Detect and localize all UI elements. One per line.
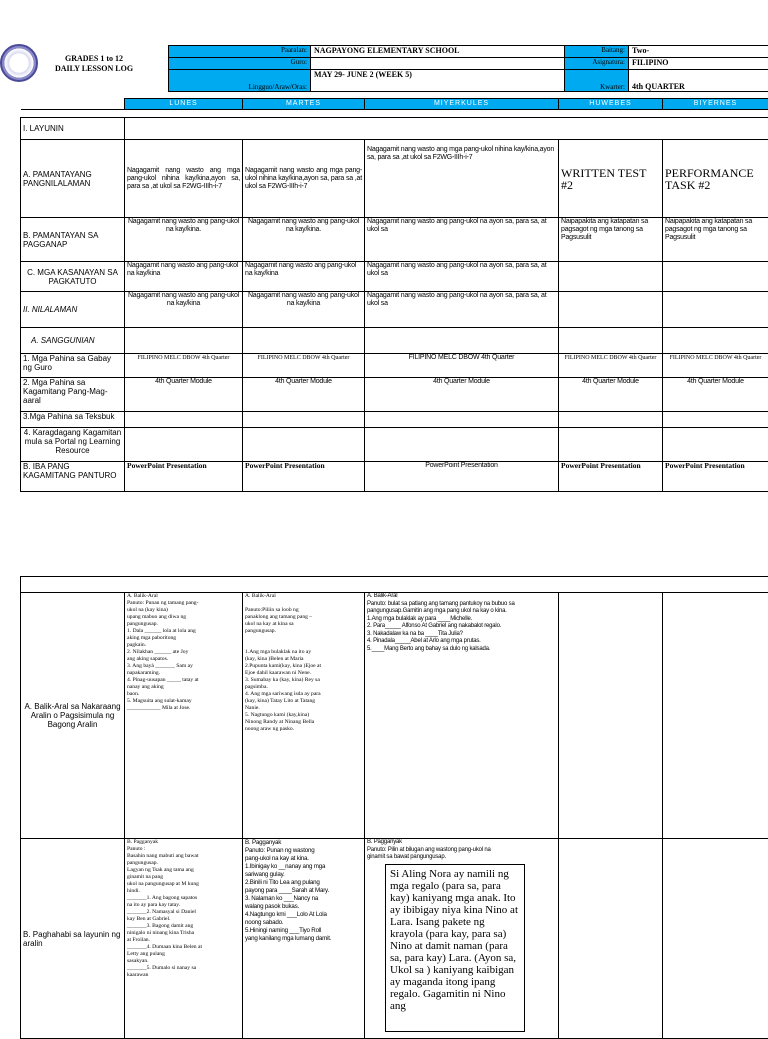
text-line: A. Balik-Aral bbox=[245, 593, 362, 600]
text-line: pagkain. bbox=[127, 642, 240, 649]
text-line: B. Pagganyak bbox=[127, 839, 240, 846]
text-line: ukol na kay at kina sa bbox=[245, 621, 362, 628]
pp-lunes: Nagagamit nang wasto ang mga pang-ukol nihina kay/kina,ayon sa, para sa ,at ukol sa F2WG-IIIh-i-7 bbox=[125, 140, 243, 218]
karagdagang-label: 4. Karagdagang Kagamitan mula sa Portal ng Learning Resource bbox=[21, 428, 125, 462]
lesson-objectives-table bbox=[20, 98, 768, 492]
procedures-header-row bbox=[21, 577, 768, 593]
gabay-label: 1. Mga Pahina sa Gabay ng Guro bbox=[21, 354, 125, 378]
text-line: (kay, kina )Belen at Maria bbox=[245, 656, 362, 663]
header-info-table bbox=[168, 45, 768, 92]
text-line: hindi. bbox=[127, 888, 240, 895]
title-line-2: DAILY LESSON LOG bbox=[20, 64, 168, 74]
pg-lunes: Nagagamit nang wasto ang pang-ukol na kay/kina. bbox=[125, 218, 243, 262]
ph-lunes bbox=[125, 839, 243, 1039]
text-line: _______3. Bagong damit ang bbox=[127, 923, 240, 930]
text-line: 3. Nalaman ko ___Nancy na bbox=[245, 895, 362, 903]
text-line: yang kanilang mga lumang damit. bbox=[245, 935, 362, 943]
text-line: ginamit na pang bbox=[127, 874, 240, 881]
text-line: 5. Magsuita ang sulat-kamay bbox=[127, 698, 240, 705]
pp-huwebes: WRITTEN TEST #2 bbox=[559, 140, 663, 218]
text-line: upang mabuo ang diwa ng bbox=[127, 614, 240, 621]
kr-miyerkules bbox=[365, 428, 559, 462]
ba-biyernes bbox=[663, 593, 768, 839]
text-line: Panuto: Pilin at bilugan ang wastong pang-ukol na bbox=[367, 847, 556, 855]
kagamitang-label: 2. Mga Pahina sa Kagamitang Pang-Mag-aaral bbox=[21, 378, 125, 412]
text-line: A. Balik-Aral bbox=[127, 593, 240, 600]
kr-martes bbox=[243, 428, 365, 462]
kwarter-key: Kwarter: bbox=[565, 70, 629, 92]
t-miyerkules bbox=[365, 412, 559, 428]
day-header-miyerkules: MIYERKULES bbox=[365, 99, 559, 110]
text-line: 4.Nagtungo kmi ___Lolo At Lola bbox=[245, 911, 362, 919]
kag-martes: 4th Quarter Module bbox=[243, 378, 365, 412]
text-line: 1.Ang mga bulaklak na ito ay bbox=[245, 649, 362, 656]
k-biyernes bbox=[663, 262, 768, 292]
text-line: pagsimba. bbox=[245, 684, 362, 691]
text-line: Panuto: bulat sa patlang ang tamang pantukoy na bubuo sa bbox=[367, 601, 556, 609]
pg-martes: Nagagamit nang wasto ang pang-ukol na kay/kina. bbox=[243, 218, 365, 262]
text-line: 1.Ibinigay ko __nanay ang mga bbox=[245, 863, 362, 871]
kr-biyernes bbox=[663, 428, 768, 462]
pamantayang-pangnilalaman-label: A. PAMANTAYANG PANGNILALAMAN bbox=[21, 140, 125, 218]
kag-biyernes: 4th Quarter Module bbox=[663, 378, 768, 412]
k-miyerkules: Nagagamit nang wasto ang pang-ukol na ayon sa, para sa, at ukol sa bbox=[365, 262, 559, 292]
s-martes bbox=[243, 328, 365, 354]
text-line: Panuto: Punan ng tamang pang- bbox=[127, 600, 240, 607]
text-line: nanay ang aking bbox=[127, 684, 240, 691]
text-line: Ninong Randy at Ninang Bella bbox=[245, 719, 362, 726]
ph-biyernes bbox=[663, 839, 768, 1039]
baitang-value: Two- bbox=[629, 46, 768, 58]
text-line: ____________ Mila at Jose. bbox=[127, 705, 240, 712]
n-biyernes bbox=[663, 292, 768, 328]
ph-miyerkules-instructions bbox=[367, 839, 556, 862]
text-line: B. Pagganyak bbox=[367, 839, 556, 847]
asignatura-value: FILIPINO bbox=[629, 58, 768, 70]
text-line: _______2. Namasyal si Daniel bbox=[127, 909, 240, 916]
text-line: 1. Dala ______ lola at lola ang bbox=[127, 628, 240, 635]
text-line: 5.____Mang Berto ang bahay sa dulo ng kalsada. bbox=[367, 646, 556, 654]
text-line: noong sabado. bbox=[245, 919, 362, 927]
text-line: _______5. Dumalo si nanay sa bbox=[127, 965, 240, 972]
s-lunes bbox=[125, 328, 243, 354]
pamantayan-pagganap-label: B. PAMANTAYAN SA PAGGANAP bbox=[21, 218, 125, 262]
balik-aral-label: A. Balik-Aral sa Nakaraang Aralin o Pagsisimula ng Bagong Aralin bbox=[21, 593, 125, 839]
day-header-huwebes: HUWEBES bbox=[559, 99, 663, 110]
kag-lunes: 4th Quarter Module bbox=[125, 378, 243, 412]
ba-martes bbox=[243, 593, 365, 839]
text-line bbox=[245, 642, 362, 649]
teksbuk-label: 3.Mga Pahina sa Teksbuk bbox=[21, 412, 125, 428]
t-lunes bbox=[125, 412, 243, 428]
t-huwebes bbox=[559, 412, 663, 428]
text-line: sasakyan. bbox=[127, 958, 240, 965]
text-line: napakaraming. bbox=[127, 670, 240, 677]
kasanayan-label: C. MGA KASANAYAN SA PAGKATUTO bbox=[21, 262, 125, 292]
text-line: 5.Hiningi naming ___Tiyo Roll bbox=[245, 927, 362, 935]
kr-lunes bbox=[125, 428, 243, 462]
text-line: baon. bbox=[127, 691, 240, 698]
ph-huwebes bbox=[559, 839, 663, 1039]
s-biyernes bbox=[663, 328, 768, 354]
k-martes: Nagagamit nang wasto ang pang-ukol na kay/kina bbox=[243, 262, 365, 292]
pp-miyerkules: Nagagamit nang wasto ang mga pang-ukol nihina kay/kina,ayon sa, para sa ,at ukol sa F2WG-IIIh-i-7 bbox=[365, 140, 559, 218]
sanggunian-label: A. SANGGUNIAN bbox=[21, 328, 125, 354]
text-line: B. Pagganyak bbox=[245, 839, 362, 847]
kwarter-value: 4th QUARTER bbox=[629, 70, 768, 92]
text-line bbox=[245, 600, 362, 607]
ppt-miyerkules: PowerPoint Presentation bbox=[365, 462, 559, 492]
text-line: 4. Pinag-uusapan _____ tatay at bbox=[127, 677, 240, 684]
text-line: 2.Binili ni Tito Lea ang pulang bbox=[245, 879, 362, 887]
text-line: ukol na pangungusap at M kung bbox=[127, 881, 240, 888]
ba-miyerkules bbox=[365, 593, 559, 839]
text-line: _______1. Ang bagong sapatos bbox=[127, 895, 240, 902]
story-box: Si Aling Nora ay namili ng mga regalo (para sa, para kay) kaniyang mga anak. Ito ay ibibigay niya kina Nino at Lara. Isang pakete ng krayola (para kay, para sa) Nino at damit naman (para sa, para kay) Lara. (Ayon sa, Ukol sa ) kaniyang kaibigan ay maganda itong ipang regalo. Gagamitin ni Nino ang bbox=[385, 864, 525, 1032]
day-header-martes: MARTES bbox=[243, 99, 365, 110]
text-line: panaklong ang tamang pang – bbox=[245, 614, 362, 621]
gabay-huwebes: FILIPINO MELC DBOW 4th Quarter bbox=[559, 354, 663, 378]
text-line: pangungusap.Gamitin ang mga pang ukol na kay o kina. bbox=[367, 608, 556, 616]
text-line bbox=[245, 635, 362, 642]
pg-biyernes: Naipapakita ang katapatan sa pagsagot ng mga tanong sa Pagsusulit bbox=[663, 218, 768, 262]
paghahabi-label: B. Paghahabi sa layunin ng aralin bbox=[21, 839, 125, 1039]
text-line: _______4. Dumaan kina Belen at bbox=[127, 944, 240, 951]
day-header-biyernes: BIYERNES bbox=[663, 99, 768, 110]
text-line: payong para ____Sarah at Mary. bbox=[245, 887, 362, 895]
text-line: pangungusap. bbox=[127, 621, 240, 628]
ba-huwebes bbox=[559, 593, 663, 839]
text-line: Nanie. bbox=[245, 705, 362, 712]
text-line: 3. Ang bayà _______ Sam ay bbox=[127, 663, 240, 670]
text-line: Panuto:Piliin sa loob ng bbox=[245, 607, 362, 614]
text-line: Panuto: Punan ng wastong bbox=[245, 847, 362, 855]
text-line: 5. Nagtungo kami (kay,kina) bbox=[245, 712, 362, 719]
s-miyerkules bbox=[365, 328, 559, 354]
text-line: Letty ang pulang bbox=[127, 951, 240, 958]
ppt-lunes: PowerPoint Presentation bbox=[125, 462, 243, 492]
text-line: at Froilan. bbox=[127, 937, 240, 944]
ppt-huwebes: PowerPoint Presentation bbox=[559, 462, 663, 492]
gabay-miyerkules: FILIPINO MELC DBOW 4th Quarter bbox=[365, 354, 559, 378]
title-line-1: GRADES 1 to 12 bbox=[20, 54, 168, 64]
text-line: (kay, kina) Tatay Lito at Tatang bbox=[245, 698, 362, 705]
text-line: pangungusap. bbox=[127, 860, 240, 867]
text-line: pang-ukol na kay at kina. bbox=[245, 855, 362, 863]
n-lunes: Nagagamit nang wasto ang pang-ukol na kay/kina bbox=[125, 292, 243, 328]
baitang-key: Baitang: bbox=[565, 46, 629, 58]
t-biyernes bbox=[663, 412, 768, 428]
spacer bbox=[21, 110, 768, 118]
kag-huwebes: 4th Quarter Module bbox=[559, 378, 663, 412]
petsa-key: Lingguo/Araw/Oras: bbox=[169, 70, 311, 92]
gabay-biyernes: FILIPINO MELC DBOW 4th Quarter bbox=[663, 354, 768, 378]
k-huwebes bbox=[559, 262, 663, 292]
text-line: 2. Para_____ Alfonso At Gabriel ang nakabalot regalo. bbox=[367, 623, 556, 631]
nilalaman-label: II. NILALAMAN bbox=[21, 292, 125, 328]
k-lunes: Nagagamit nang wasto ang pang-ukol na kay/kina bbox=[125, 262, 243, 292]
pp-biyernes: PERFORMANCE TASK #2 bbox=[663, 140, 768, 218]
text-line: 3. Nakadalaw ka na ba ____Tita Julia? bbox=[367, 631, 556, 639]
gabay-martes: FILIPINO MELC DBOW 4th Quarter bbox=[243, 354, 365, 378]
petsa-value: MAY 29- JUNE 2 (WEEK 5) bbox=[311, 70, 565, 92]
asignatura-key: Asignatura: bbox=[565, 58, 629, 70]
text-line: kay Ben at Gabriel. bbox=[127, 916, 240, 923]
text-line: ukol na (kay kina) bbox=[127, 607, 240, 614]
text-line: Panuto : bbox=[127, 846, 240, 853]
dll-title bbox=[20, 54, 168, 74]
guro-value bbox=[311, 58, 565, 70]
corner-cell bbox=[21, 99, 125, 110]
text-line: 2.Pupunta kami(kay, kina )Ejoe at bbox=[245, 663, 362, 670]
text-line: walang pasok bukas. bbox=[245, 903, 362, 911]
ba-lunes bbox=[125, 593, 243, 839]
paaralan-value: NAGPAYONG ELEMENTARY SCHOOL bbox=[311, 46, 565, 58]
text-line: pangungusap. bbox=[245, 628, 362, 635]
n-martes: Nagagamit nang wasto ang pang-ukol na kay/kina bbox=[243, 292, 365, 328]
text-line: A. Balik-Aral bbox=[367, 593, 556, 601]
layunin-content bbox=[125, 118, 768, 140]
text-line: noong araw ng pasko. bbox=[245, 726, 362, 733]
text-line: Ejoe dahil kaarawan ni Nene. bbox=[245, 670, 362, 677]
text-line: na ito ay para kay tatay. bbox=[127, 902, 240, 909]
pg-miyerkules: Nagagamit nang wasto ang pang-ukol na ayon sa, para sa, at ukol sa bbox=[365, 218, 559, 262]
kag-miyerkules: 4th Quarter Module bbox=[365, 378, 559, 412]
t-martes bbox=[243, 412, 365, 428]
text-line: 3. Sumabay ka (kay, kina) Rey sa bbox=[245, 677, 362, 684]
ppt-biyernes: PowerPoint Presentation bbox=[663, 462, 768, 492]
text-line: ang aking sapatos. bbox=[127, 656, 240, 663]
guro-key: Guro: bbox=[169, 58, 311, 70]
text-line: kaarawan bbox=[127, 972, 240, 979]
text-line: 2. Nilakhan ______ ate Joy bbox=[127, 649, 240, 656]
text-line: Lagyan ng Tsak ang tama ang bbox=[127, 867, 240, 874]
n-miyerkules: Nagagamit nang wasto ang pang-ukol na ayon sa, para sa, at ukol sa bbox=[365, 292, 559, 328]
text-line: sariwang gulay. bbox=[245, 871, 362, 879]
pp-martes: Nagagamit nang wasto ang mga pang-ukol nihina kay/kina,ayon sa, para sa ,at ukol sa F2WG-IIIh-i-7 bbox=[243, 140, 365, 218]
ph-martes bbox=[243, 839, 365, 1039]
text-line: 1.Ang mga bulaklak ay para ____Michelle. bbox=[367, 616, 556, 624]
text-line: ginamit sa bawat pangungusap. bbox=[367, 854, 556, 862]
text-line: 4. Pinadala_____Abel at Arlo ang mga prutas. bbox=[367, 638, 556, 646]
ppt-martes: PowerPoint Presentation bbox=[243, 462, 365, 492]
iba-pang-label: B. IBA PANG KAGAMITANG PANTURO bbox=[21, 462, 125, 492]
day-header-lunes: LUNES bbox=[125, 99, 243, 110]
text-line: 4. Ang mga sariwang isda ay para bbox=[245, 691, 362, 698]
n-huwebes bbox=[559, 292, 663, 328]
text-line: aking mga paboritong bbox=[127, 635, 240, 642]
pg-huwebes: Naipapakita ang katapatan sa pagsagot ng mga tanong sa Pagsusulit bbox=[559, 218, 663, 262]
text-line: ninigalo ni ninang kina Trisha bbox=[127, 930, 240, 937]
text-line: Basahin nang mabuti ang bawat bbox=[127, 853, 240, 860]
paaralan-key: Paaralan: bbox=[169, 46, 311, 58]
kr-huwebes bbox=[559, 428, 663, 462]
layunin-label: I. LAYUNIN bbox=[21, 118, 125, 140]
gabay-lunes: FILIPINO MELC DBOW 4th Quarter bbox=[125, 354, 243, 378]
s-huwebes bbox=[559, 328, 663, 354]
